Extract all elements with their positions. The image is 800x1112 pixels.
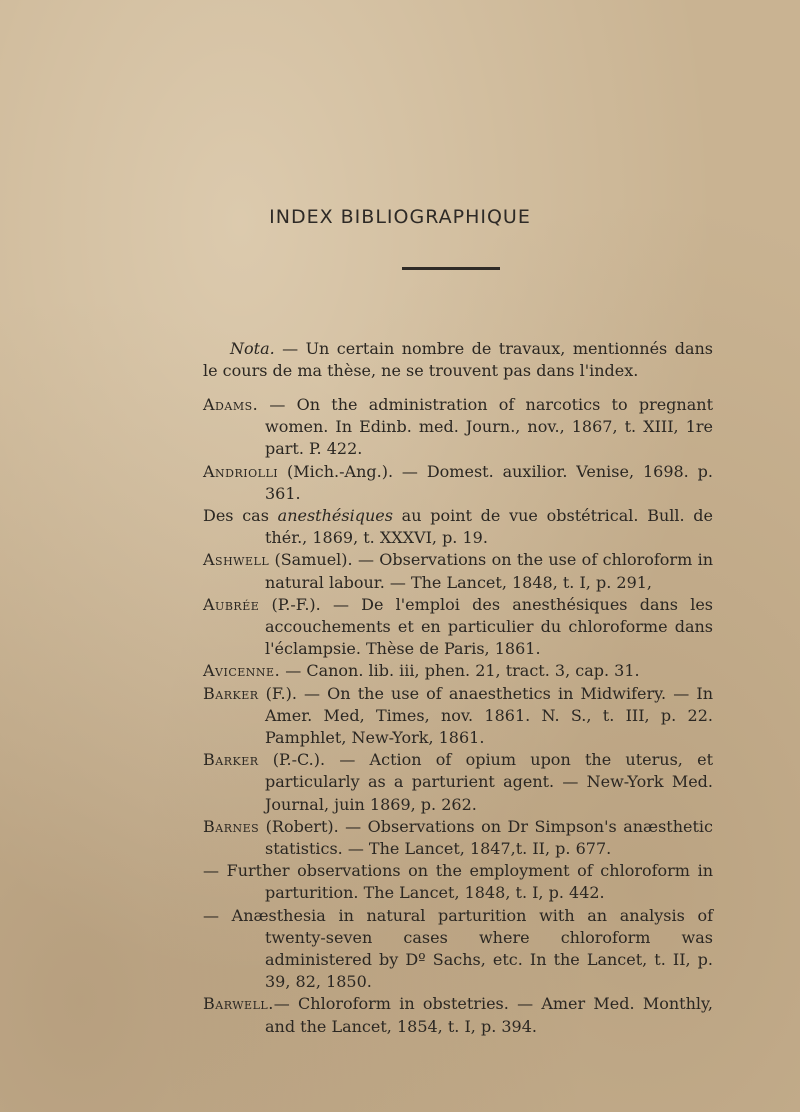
title-rule [402, 267, 500, 270]
entry-text: (Samuel). — Observations on the use of chloroform in natural labour. — The Lancet, 1848, t. I, p. 291, [265, 550, 713, 592]
entry-text: — Chloroform in obstetries. — Amer Med. Monthly, and the Lancet, 1854, t. I, p. 394. [265, 994, 713, 1036]
bibliography-entry [203, 549, 713, 593]
entry-author: Barker [203, 750, 259, 770]
entry-text: — Further observations on the employment of chloroform in parturition. The Lancet, 1848, t. I, p. 442. [203, 861, 713, 903]
entry-author: Aubrée [203, 594, 260, 614]
entry-text: (F.). — On the use of anaesthetics in Midwifery. — In Amer. Med, Times, nov. 1861. N. S., t. III, p. 22. Pamphlet, New-York, 1861. [258, 683, 713, 748]
nota-paragraph [203, 338, 713, 382]
bibliography-entry [203, 660, 713, 682]
entry-text: au point de vue obstétrical. Bull. de thér., 1869, t. XXXVI, p. 19. [265, 506, 714, 548]
entry-text: (Robert). — Observations on Dr Simpson's anæsthetic statistics. — The Lancet, 1847,t. II, p. 677. [259, 816, 713, 859]
entry-author: Barker [203, 683, 259, 703]
entry-italic: anesthésiques [277, 506, 393, 526]
bibliography-entry [203, 816, 713, 860]
entry-author: Avicenne. [203, 661, 281, 681]
entry-text: — Anæsthesia in natural parturition with an analysis of twenty-seven cases where chloroform was administered by Dº Sachs, etc. In the Lancet, t. II, p. 39, 82, 1850. [203, 905, 713, 992]
entry-author: Barnes [203, 816, 260, 836]
entry-author: Ashwell [203, 550, 270, 570]
entry-text: (P.-F.). — De l'emploi des anesthésiques dans les accouchements et en particulier du chloroforme dans l'éclampsie. Thèse de Paris, 1861. [259, 594, 713, 659]
bibliography-list [203, 394, 713, 1038]
entry-text: (P.-C.). — Action of opium upon the uterus, et particularly as a parturient agent. — New-York Med. Journal, juin 1869, p. 262. [258, 750, 713, 814]
bibliography-entry [203, 905, 713, 994]
bibliography-entry [203, 993, 713, 1037]
bibliography-entry [203, 461, 713, 505]
nota-text: — Un certain nombre de travaux, mentionnés dans le cours de ma thèse, ne se trouvent pas dans l'index. [203, 339, 713, 380]
entry-text: — On the administration of narcotics to pregnant women. In Edinb. med. Journ., nov., 1867, t. XIII, 1re part. P. 422. [258, 395, 713, 459]
entry-author: Adams. [203, 395, 259, 414]
entry-author: Andriolli [203, 461, 279, 481]
bibliography-entry [203, 394, 713, 461]
entry-pre: Des cas [203, 506, 278, 526]
bibliography-entry [203, 749, 713, 816]
entry-text: — Canon. lib. iii, phen. 21, tract. 3, cap. 31. [280, 661, 640, 681]
bibliography-entry [203, 594, 713, 661]
entry-author: Barwell. [203, 994, 274, 1014]
bibliography-entry [203, 505, 713, 549]
page-title: INDEX BIBLIOGRAPHIQUE [269, 206, 531, 228]
nota-label: Nota. [230, 339, 275, 358]
entry-text: (Mich.-Ang.). — Domest. auxilior. Venise, 1698. p. 361. [265, 461, 713, 503]
bibliography-entry [203, 683, 713, 750]
bibliography-entry [203, 860, 713, 904]
